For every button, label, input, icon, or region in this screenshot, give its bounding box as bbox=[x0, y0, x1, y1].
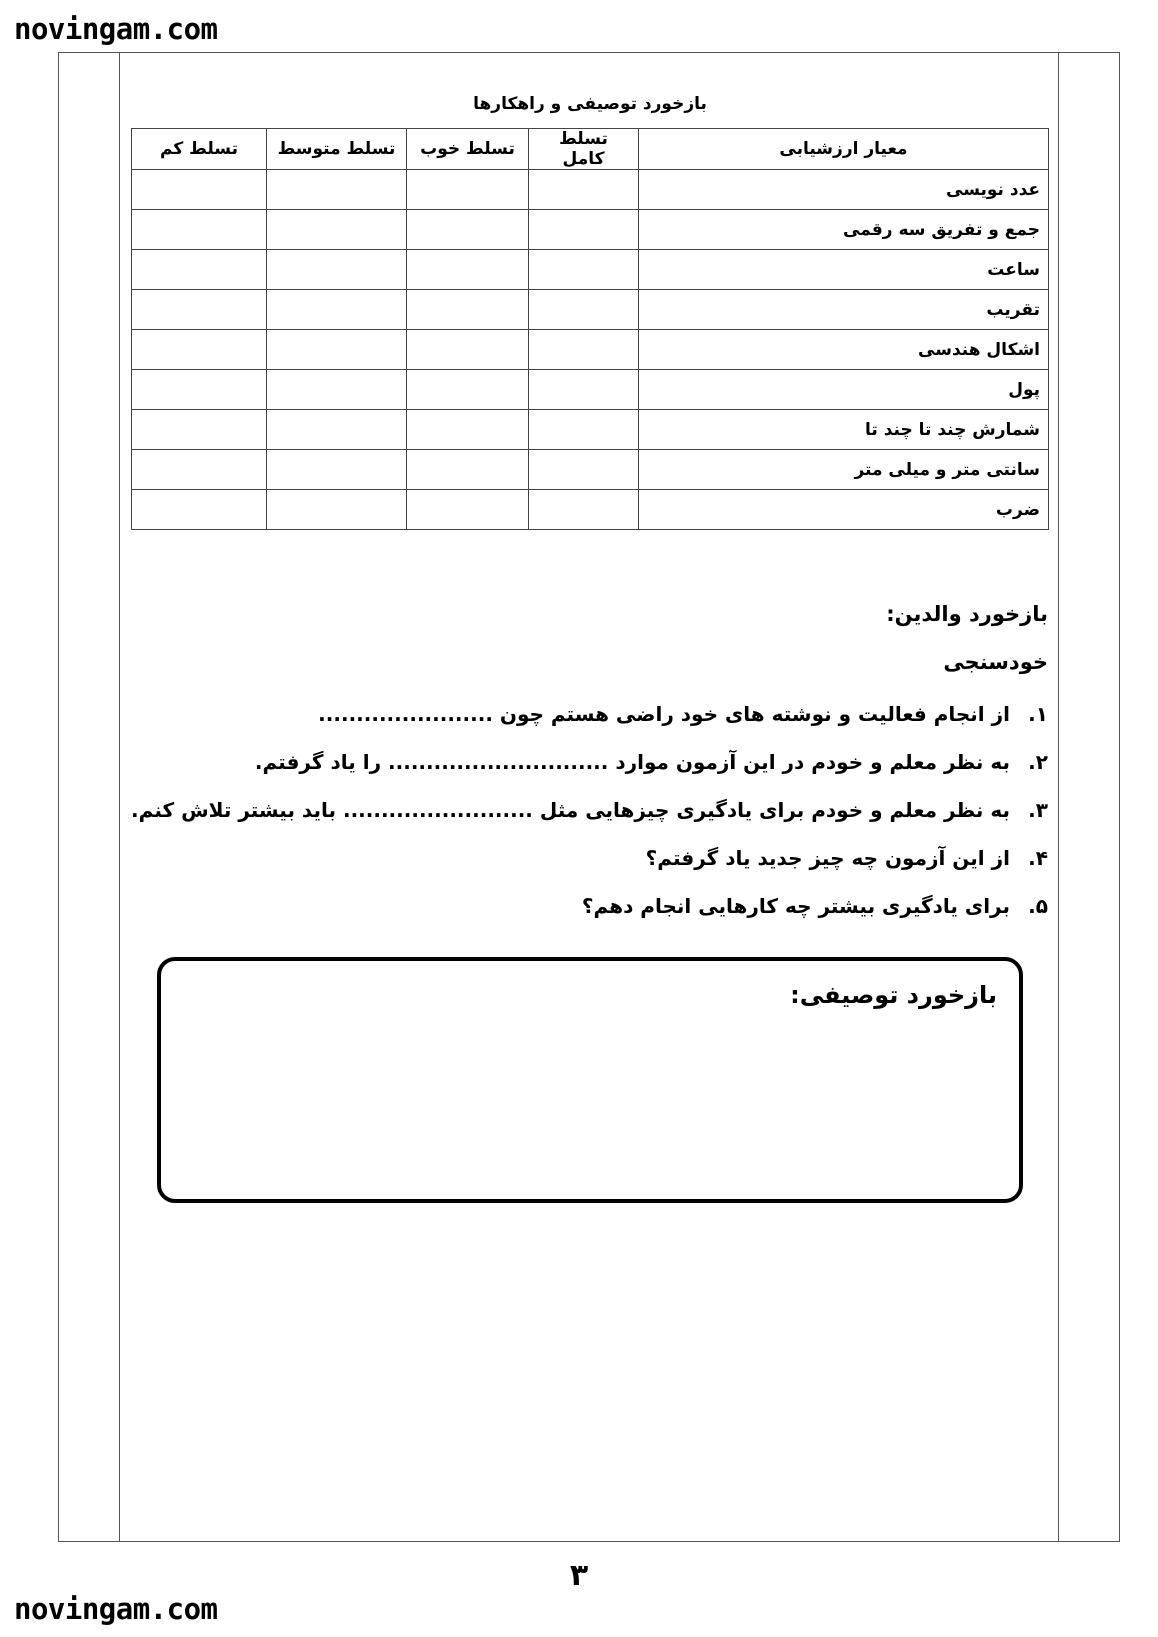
criterion-cell: ضرب bbox=[639, 490, 1049, 530]
criterion-cell: اشکال هندسی bbox=[639, 330, 1049, 370]
mark-cell[interactable] bbox=[132, 370, 267, 410]
list-item bbox=[131, 786, 1048, 834]
criterion-cell: عدد نویسی bbox=[639, 170, 1049, 210]
criterion-cell: جمع و تفریق سه رقمی bbox=[639, 210, 1049, 250]
mark-cell[interactable] bbox=[132, 170, 267, 210]
item-text: به نظر معلم و خودم در این آزمون موارد ............................. را یاد گرفتم. bbox=[254, 750, 1010, 774]
criterion-cell: تقریب bbox=[639, 290, 1049, 330]
mark-cell[interactable] bbox=[267, 290, 407, 330]
list-item bbox=[148, 690, 1048, 738]
table-row bbox=[132, 450, 1049, 490]
table-title: بازخورد توصیفی و راهکارها bbox=[473, 94, 707, 114]
mark-cell[interactable] bbox=[132, 330, 267, 370]
criterion-cell: سانتی متر و میلی متر bbox=[639, 450, 1049, 490]
mark-cell[interactable] bbox=[267, 410, 407, 450]
mark-cell[interactable] bbox=[407, 450, 529, 490]
header-full-mastery: تسلط کامل bbox=[529, 129, 639, 170]
mark-cell[interactable] bbox=[407, 290, 529, 330]
mark-cell[interactable] bbox=[529, 170, 639, 210]
list-item bbox=[148, 738, 1048, 786]
parent-feedback-heading: بازخورد والدین: bbox=[886, 602, 1048, 626]
mark-cell[interactable] bbox=[267, 170, 407, 210]
header-low-mastery: تسلط کم bbox=[132, 129, 267, 170]
mark-cell[interactable] bbox=[267, 370, 407, 410]
item-text: از انجام فعالیت و نوشته های خود راضی هستم چون ....................... bbox=[318, 702, 1010, 726]
mark-cell[interactable] bbox=[132, 250, 267, 290]
table-row bbox=[132, 170, 1049, 210]
mark-cell[interactable] bbox=[529, 210, 639, 250]
mark-cell[interactable] bbox=[407, 490, 529, 530]
mark-cell[interactable] bbox=[407, 210, 529, 250]
self-assessment-heading: خودسنجی bbox=[943, 650, 1048, 674]
table-row bbox=[132, 330, 1049, 370]
mark-cell[interactable] bbox=[407, 330, 529, 370]
page-number: ۳ bbox=[569, 1558, 589, 1593]
mark-cell[interactable] bbox=[132, 290, 267, 330]
mark-cell[interactable] bbox=[407, 250, 529, 290]
item-text: از این آزمون چه چیز جدید یاد گرفتم؟ bbox=[645, 846, 1010, 870]
mark-cell[interactable] bbox=[132, 410, 267, 450]
mark-cell[interactable] bbox=[529, 290, 639, 330]
assessment-rubric-table bbox=[131, 128, 1049, 530]
mark-cell[interactable] bbox=[529, 490, 639, 530]
list-item bbox=[148, 834, 1048, 882]
item-number: ۴. bbox=[1028, 846, 1048, 870]
mark-cell[interactable] bbox=[529, 250, 639, 290]
item-text: به نظر معلم و خودم برای یادگیری چیزهایی مثل ......................... باید بیشتر تلاش کنم. bbox=[131, 798, 1010, 822]
mark-cell[interactable] bbox=[529, 450, 639, 490]
mark-cell[interactable] bbox=[267, 210, 407, 250]
mark-cell[interactable] bbox=[529, 330, 639, 370]
mark-cell[interactable] bbox=[132, 450, 267, 490]
table-row bbox=[132, 210, 1049, 250]
table-row bbox=[132, 410, 1049, 450]
item-number: ۵. bbox=[1028, 894, 1048, 918]
mark-cell[interactable] bbox=[267, 250, 407, 290]
item-number: ۲. bbox=[1028, 750, 1048, 774]
frame-margin-line-right bbox=[1058, 53, 1059, 1541]
table-row bbox=[132, 370, 1049, 410]
table-row bbox=[132, 490, 1049, 530]
mark-cell[interactable] bbox=[132, 490, 267, 530]
mark-cell[interactable] bbox=[267, 330, 407, 370]
watermark-top: novingam.com bbox=[14, 12, 218, 46]
list-item bbox=[148, 882, 1048, 930]
watermark-bottom: novingam.com bbox=[14, 1592, 218, 1626]
mark-cell[interactable] bbox=[407, 370, 529, 410]
table-row bbox=[132, 250, 1049, 290]
table-header-row bbox=[132, 129, 1049, 170]
descriptive-feedback-box[interactable] bbox=[157, 957, 1023, 1203]
criterion-cell: شمارش چند تا چند تا bbox=[639, 410, 1049, 450]
frame-margin-line-left bbox=[119, 53, 120, 1541]
header-criterion: معیار ارزشیابی bbox=[639, 129, 1049, 170]
criterion-cell: ساعت bbox=[639, 250, 1049, 290]
mark-cell[interactable] bbox=[267, 450, 407, 490]
item-text: برای یادگیری بیشتر چه کارهایی انجام دهم؟ bbox=[581, 894, 1010, 918]
criterion-cell: پول bbox=[639, 370, 1049, 410]
mark-cell[interactable] bbox=[407, 170, 529, 210]
mark-cell[interactable] bbox=[529, 410, 639, 450]
descriptive-feedback-title: بازخورد توصیفی: bbox=[790, 981, 997, 1009]
item-number: ۱. bbox=[1028, 702, 1048, 726]
item-number: ۳. bbox=[1028, 798, 1048, 822]
header-medium-mastery: تسلط متوسط bbox=[267, 129, 407, 170]
header-good-mastery: تسلط خوب bbox=[407, 129, 529, 170]
self-assessment-list bbox=[131, 690, 1048, 930]
mark-cell[interactable] bbox=[529, 370, 639, 410]
mark-cell[interactable] bbox=[407, 410, 529, 450]
mark-cell[interactable] bbox=[132, 210, 267, 250]
table-row bbox=[132, 290, 1049, 330]
mark-cell[interactable] bbox=[267, 490, 407, 530]
